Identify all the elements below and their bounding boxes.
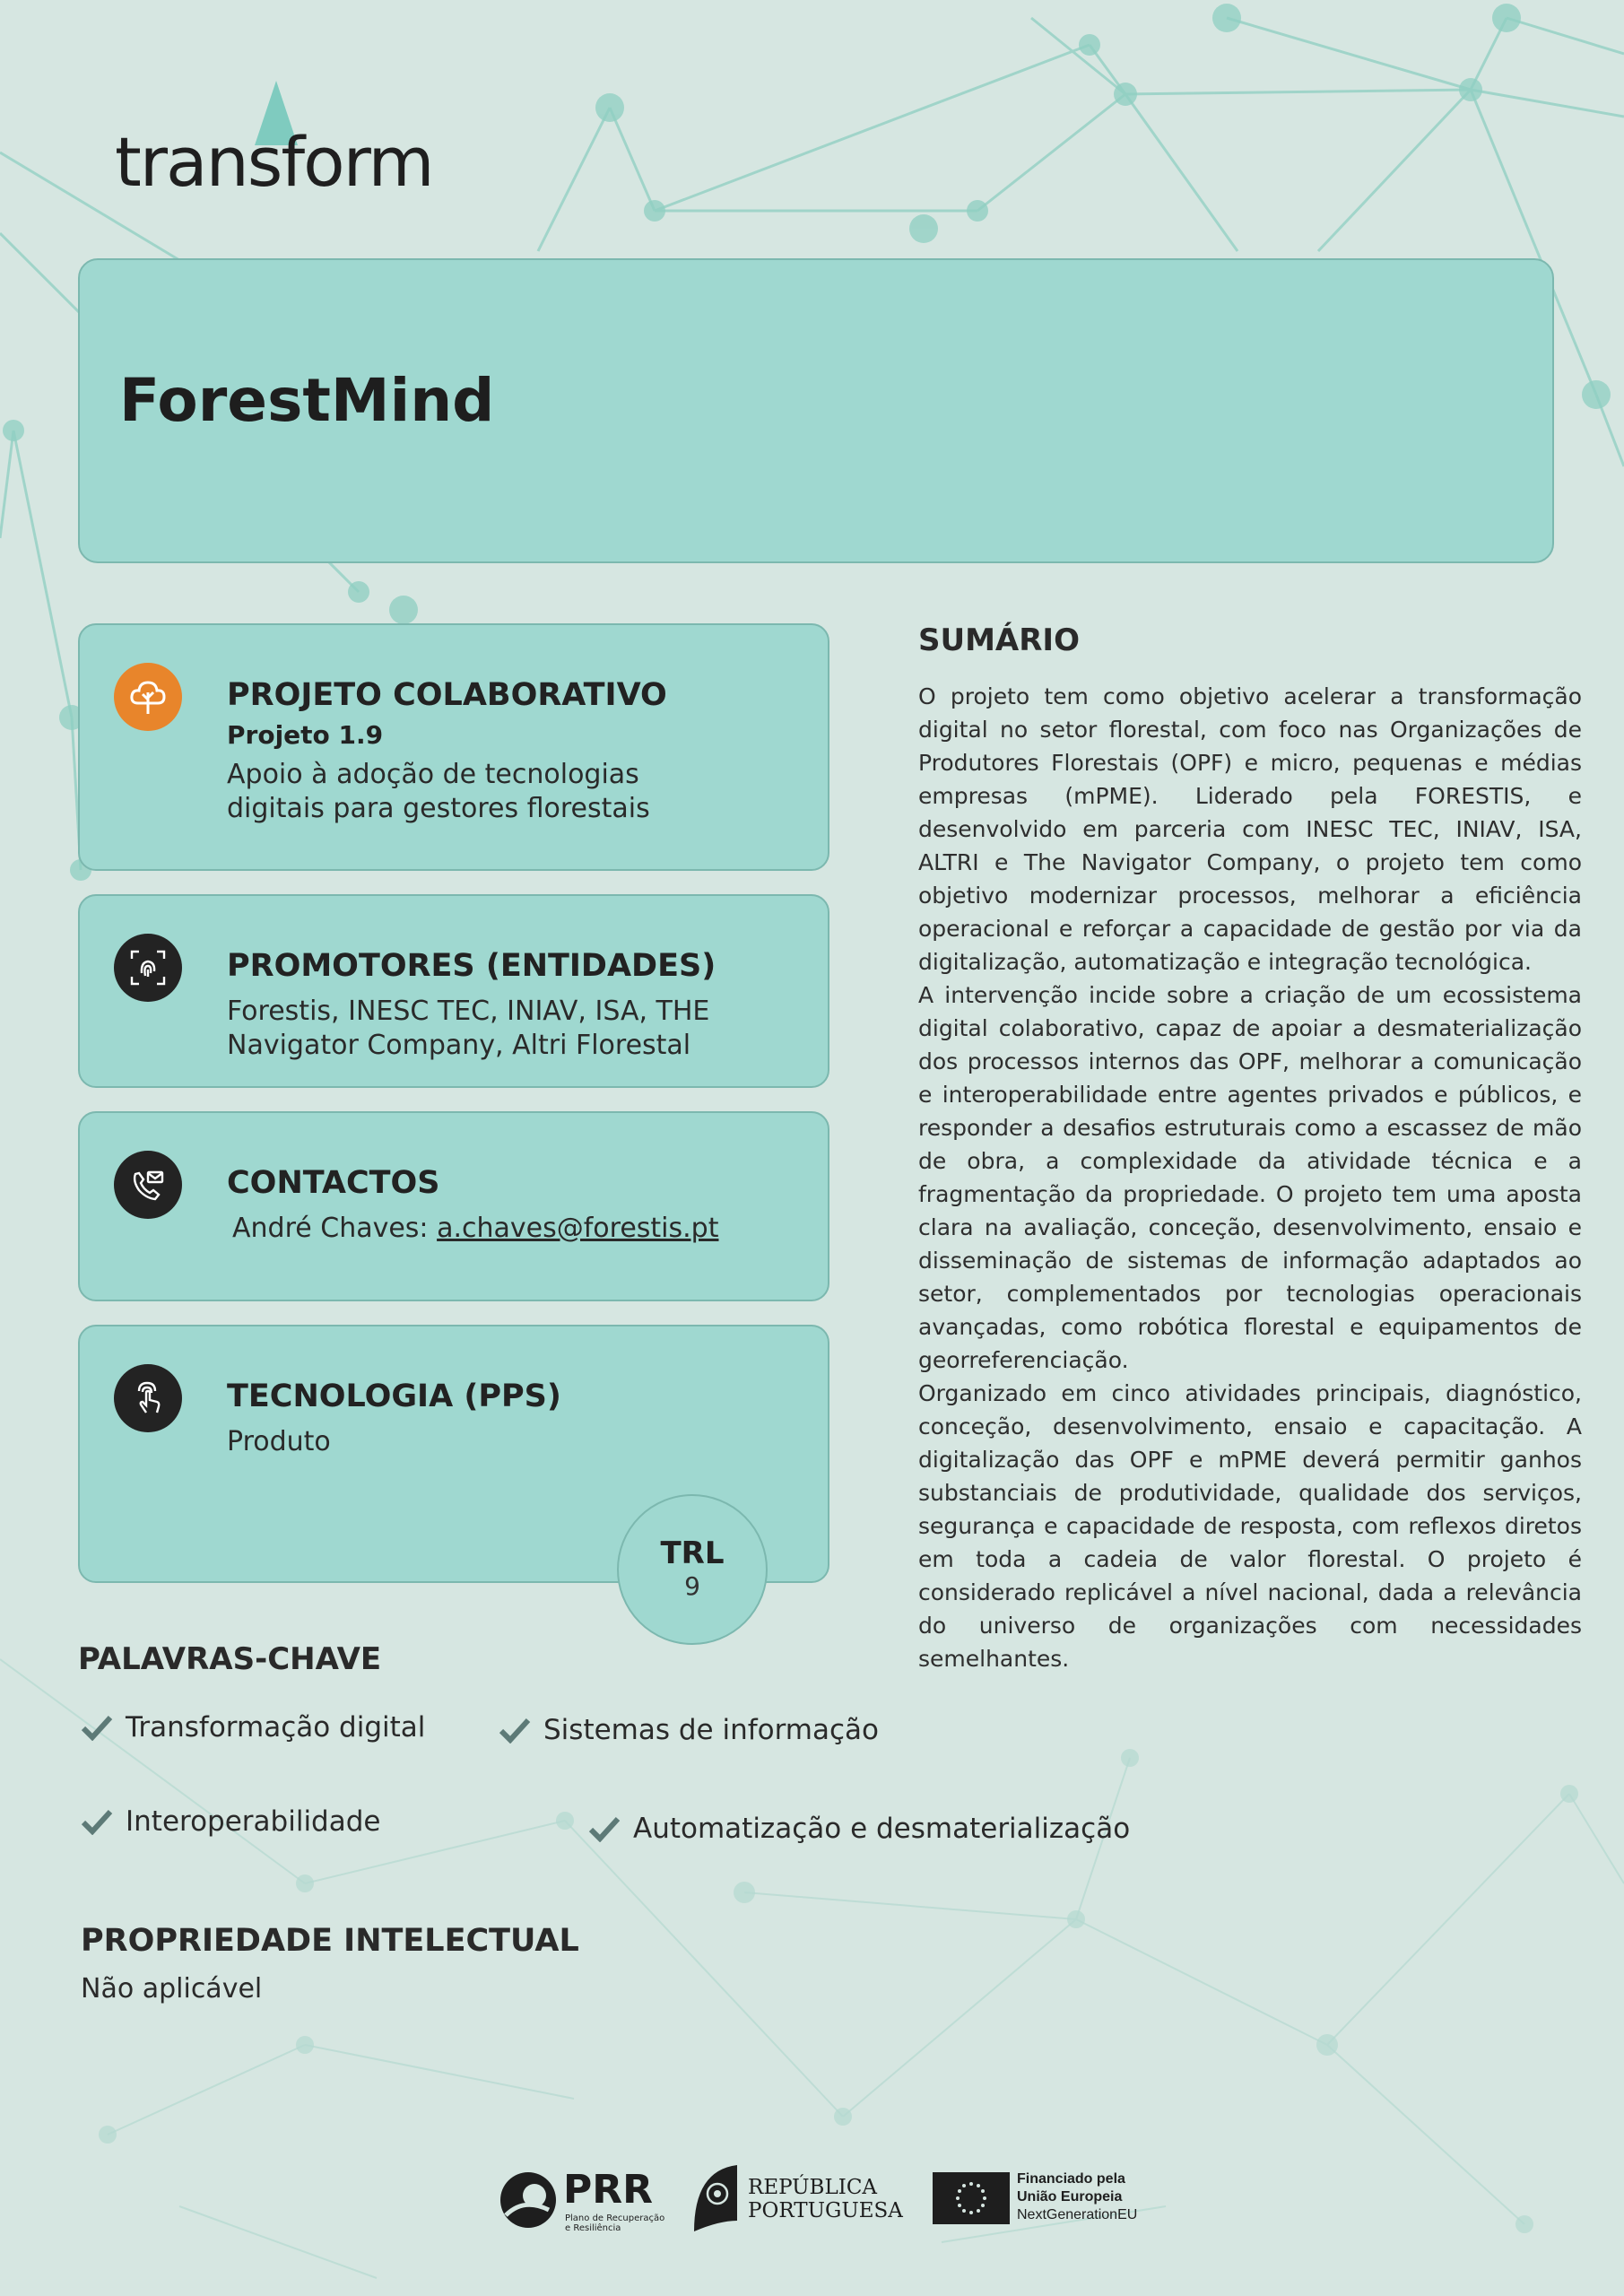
phone-mail-icon xyxy=(114,1151,182,1219)
title-banner xyxy=(78,258,1554,563)
keyword-item xyxy=(499,1714,879,1746)
card-promoters-text-1: Forestis, INESC TEC, INIAV, ISA, THE xyxy=(227,996,710,1027)
prr-logo xyxy=(499,2167,687,2235)
summary-heading: SUMÁRIO xyxy=(918,622,1080,658)
card-contacts-heading: CONTACTOS xyxy=(227,1165,440,1201)
prr-subtitle-line: Plano de Recuperação xyxy=(565,2213,665,2223)
eu-text xyxy=(1017,2170,1137,2224)
card-promoters-heading: PROMOTORES (ENTIDADES) xyxy=(227,948,716,984)
ip-value: Não aplicável xyxy=(81,1973,263,2005)
card-promoters-text-2: Navigator Company, Altri Florestal xyxy=(227,1030,691,1061)
prr-emblem-icon xyxy=(499,2170,558,2230)
summary-paragraph-2: A intervenção incide sobre a criação de um ecossistema digital colaborativo, capaz de apoiar a desmaterialização dos processos internos das OPF, melhorar a comunicação e interoperabilidade entre agentes privados e públicos, e responder a desafios estruturais como a escassez de mão de obra, a complexidade da atividade técnica e a fragmentação da propriedade. O projeto tem uma aposta clara na avaliação, conceção, desenvolvimento, ensaio e disseminação de sistemas de informação adaptados ao setor, complementados por tecnologias operacionais avançadas, como robótica florestal e equipamentos de georreferenciação. xyxy=(918,982,1582,1373)
card-technology-text: Produto xyxy=(227,1426,331,1457)
card-project xyxy=(78,623,829,871)
card-contacts xyxy=(78,1111,829,1301)
eu-flag-icon xyxy=(933,2172,1010,2224)
contact-name: André Chaves: xyxy=(232,1213,438,1244)
tree-cloud-icon xyxy=(114,663,182,731)
logo-text: transform xyxy=(115,122,433,202)
page-title: ForestMind xyxy=(119,366,495,435)
eu-line: Financiado pela xyxy=(1017,2171,1125,2187)
keyword-item xyxy=(588,1813,1130,1845)
trl-badge xyxy=(617,1494,768,1645)
trl-label: TRL xyxy=(660,1535,725,1571)
touch-hand-icon xyxy=(114,1364,182,1432)
keyword-label: Interoperabilidade xyxy=(126,1805,381,1838)
ip-heading: PROPRIEDADE INTELECTUAL xyxy=(81,1923,579,1959)
card-technology-heading: TECNOLOGIA (PPS) xyxy=(227,1378,561,1414)
transform-logo xyxy=(115,79,433,202)
card-promoters xyxy=(78,894,829,1088)
republica-portuguesa-logo xyxy=(692,2163,903,2235)
keyword-label: Automatização e desmaterialização xyxy=(633,1813,1131,1845)
summary-paragraph-1: O projeto tem como objetivo acelerar a transformação digital no setor florestal, com foco nas Organizações de Produtores Florestais (OPF) e micro, pequenas e médias empresas (mPME). Liderado pela FORESTIS, e desenvolvido em parceria com INESC TEC, INIAV, ISA, ALTRI e The Navigator Company, o projeto tem como objetivo modernizar processos, melhorar a eficiência operacional e reforçar a capacidade de gestão por via da digitalização, automatização e integração tecnológica. xyxy=(918,683,1582,975)
summary-text xyxy=(918,680,1582,1675)
prr-subtitle-line: e Resiliência xyxy=(565,2223,621,2233)
republica-line: PORTUGUESA xyxy=(748,2199,903,2222)
check-icon xyxy=(588,1815,621,1842)
keyword-label: Sistemas de informação xyxy=(543,1714,880,1746)
summary-paragraph-3: Organizado em cinco atividades principais, diagnóstico, conceção, desenvolvimento, ensaio e capacitação. A digitalização das OPF e mPME deverá permitir ganhos substanciais de produtividade, qualidade dos serviços, segurança e capacidade de resposta, com reflexos diretos em toda a cadeia de valor florestal. O projeto é considerado replicável a nível nacional, dada a relevância do universo de organizações com necessidades semelhantes. xyxy=(918,1380,1582,1672)
eu-line: União Europeia xyxy=(1017,2189,1123,2205)
card-project-heading: PROJETO COLABORATIVO xyxy=(227,677,667,713)
card-project-sub: Projeto 1.9 xyxy=(227,720,384,750)
funding-logos xyxy=(499,2160,1144,2242)
fingerprint-scan-icon xyxy=(114,934,182,1002)
trl-value: 9 xyxy=(684,1571,700,1601)
check-icon xyxy=(81,1714,113,1741)
keywords-heading: PALAVRAS-CHAVE xyxy=(78,1641,382,1677)
check-icon xyxy=(81,1808,113,1835)
coat-of-arms-icon xyxy=(692,2163,739,2231)
keyword-label: Transformação digital xyxy=(126,1711,426,1744)
republica-text xyxy=(748,2176,903,2222)
contact-email-link[interactable]: a.chaves@forestis.pt xyxy=(437,1213,719,1244)
prr-subtitle xyxy=(565,2213,664,2233)
eu-funding-logo xyxy=(933,2170,1144,2233)
card-project-text-1: Apoio à adoção de tecnologias xyxy=(227,759,639,790)
card-project-text-2: digitais para gestores florestais xyxy=(227,793,650,824)
keyword-item xyxy=(81,1805,380,1838)
prr-text: PRR xyxy=(563,2167,654,2213)
check-icon xyxy=(499,1717,531,1744)
republica-line: REPÚBLICA xyxy=(748,2176,878,2199)
contact-line xyxy=(232,1212,718,1246)
keyword-item xyxy=(81,1711,425,1744)
eu-line: NextGenerationEU xyxy=(1017,2207,1138,2222)
